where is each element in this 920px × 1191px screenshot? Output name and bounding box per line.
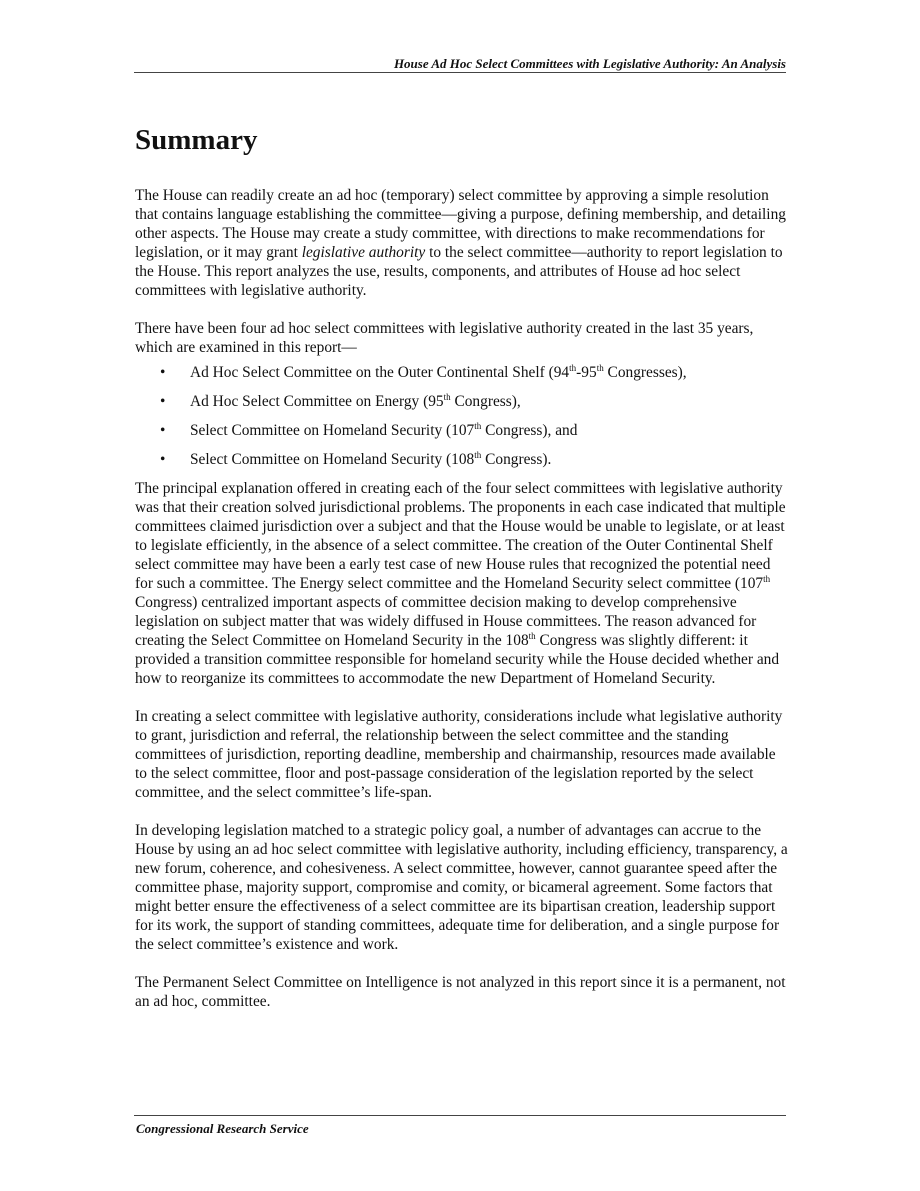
- summary-paragraph-1: [135, 186, 790, 300]
- p3-text-b: Congress) centralized important aspects of committee decision making to develop comprehensive legislation on subject matter that was widely diffused in House committees. The reason advanced for creating the Select Committee on Homeland Security in the 108: [135, 594, 757, 649]
- ordinal-suffix: th: [596, 363, 604, 373]
- list-item: [135, 421, 790, 440]
- p1-text-a: The House can readily create an ad hoc (temporary) select committee by approving a simple resolution that contains language establishing the committee—giving a purpose, defining membership, and detailing other aspects. The House may create a study committee, with directions to make recommendations for legislation, or it may grant: [135, 187, 786, 261]
- bullet-glyph: •: [160, 393, 166, 410]
- list-item-text: Congresses),: [603, 364, 687, 381]
- list-item-text: Select Committee on Homeland Security (107: [190, 422, 475, 439]
- ordinal-suffix: th: [443, 392, 451, 402]
- footer-rule: [134, 1115, 786, 1116]
- summary-section: [135, 120, 790, 1030]
- bullet-glyph: •: [160, 422, 166, 439]
- summary-paragraph-3: [135, 479, 790, 688]
- list-item: [135, 450, 790, 469]
- ordinal-suffix: th: [763, 574, 771, 584]
- section-title: Summary: [135, 124, 258, 156]
- running-header: House Ad Hoc Select Committees with Legislative Authority: An Analysis: [393, 56, 786, 71]
- ordinal-suffix: th: [528, 631, 536, 641]
- bullet-glyph: •: [160, 364, 166, 381]
- ordinal-suffix: th: [474, 450, 482, 460]
- list-item-text: Congress), and: [481, 422, 578, 439]
- list-item-text: Ad Hoc Select Committee on Energy (95: [190, 393, 444, 410]
- list-item-text: Ad Hoc Select Committee on the Outer Continental Shelf (94: [190, 364, 570, 381]
- summary-paragraph-5: In developing legislation matched to a strategic policy goal, a number of advantages can accrue to the House by using an ad hoc select committee with legislative authority, including efficiency, transparency, a new forum, coherence, and cohesiveness. A select committee, however, cannot guarantee speed after the committee phase, majority support, compromise and comity, or bicameral agreement. Some factors that might better ensure the effectiveness of a select committee are its bipartisan creation, leadership support for its work, the support of standing committees, adequate time for deliberation, and a single purpose for the select committee’s existence and work.: [135, 822, 788, 953]
- list-item-text: Congress).: [481, 451, 552, 468]
- running-footer: Congressional Research Service: [136, 1121, 309, 1136]
- header-rule: [134, 72, 786, 73]
- list-item: [135, 363, 790, 382]
- list-item-text: -95: [576, 364, 597, 381]
- summary-paragraph-4: In creating a select committee with legislative authority, considerations include what legislative authority to grant, jurisdiction and referral, the relationship between the select committee and the standing committees of jurisdiction, reporting deadline, membership and chairmanship, resources made available to the select committee, floor and post-passage consideration of the legislation reported by the select committee, and the select committee’s life-span.: [135, 708, 783, 801]
- p1-text-b: to the select committee—authority to report legislation to the House. This report analyzes the use, results, components, and attributes of House ad hoc select committees with legislative authority.: [135, 244, 783, 299]
- list-item: [135, 392, 790, 411]
- p3-text-a: The principal explanation offered in creating each of the four select committees with legislative authority was that their creation solved jurisdictional problems. The proponents in each case indicated that multiple committees claimed jurisdiction over a subject and that the House would be unable to legislate, or at least to legislate efficiently, in the absence of a select committee. The creation of the Outer Continental Shelf select committee may have been a early test case of new House rules that recognized the potential need for such a committee. The Energy select committee and the Homeland Security select committee (107: [135, 480, 786, 592]
- p3-text-c: Congress was slightly different: it provided a transition committee responsible for homeland security while the House decided whether and how to reorganize its committees to accommodate the new Department of Homeland Security.: [135, 632, 780, 687]
- list-item-text: Congress),: [450, 393, 521, 410]
- summary-paragraph-2: There have been four ad hoc select committees with legislative authority created in the last 35 years, which are examined in this report—: [135, 320, 754, 356]
- bullet-glyph: •: [160, 451, 166, 468]
- ordinal-suffix: th: [474, 421, 482, 431]
- list-item-text: Select Committee on Homeland Security (108: [190, 451, 475, 468]
- summary-paragraph-6: The Permanent Select Committee on Intelligence is not analyzed in this report since it is a permanent, not an ad hoc, committee.: [135, 974, 786, 1010]
- p1-emphasis: legislative authority: [301, 244, 426, 261]
- ordinal-suffix: th: [569, 363, 577, 373]
- committee-list: [135, 363, 790, 469]
